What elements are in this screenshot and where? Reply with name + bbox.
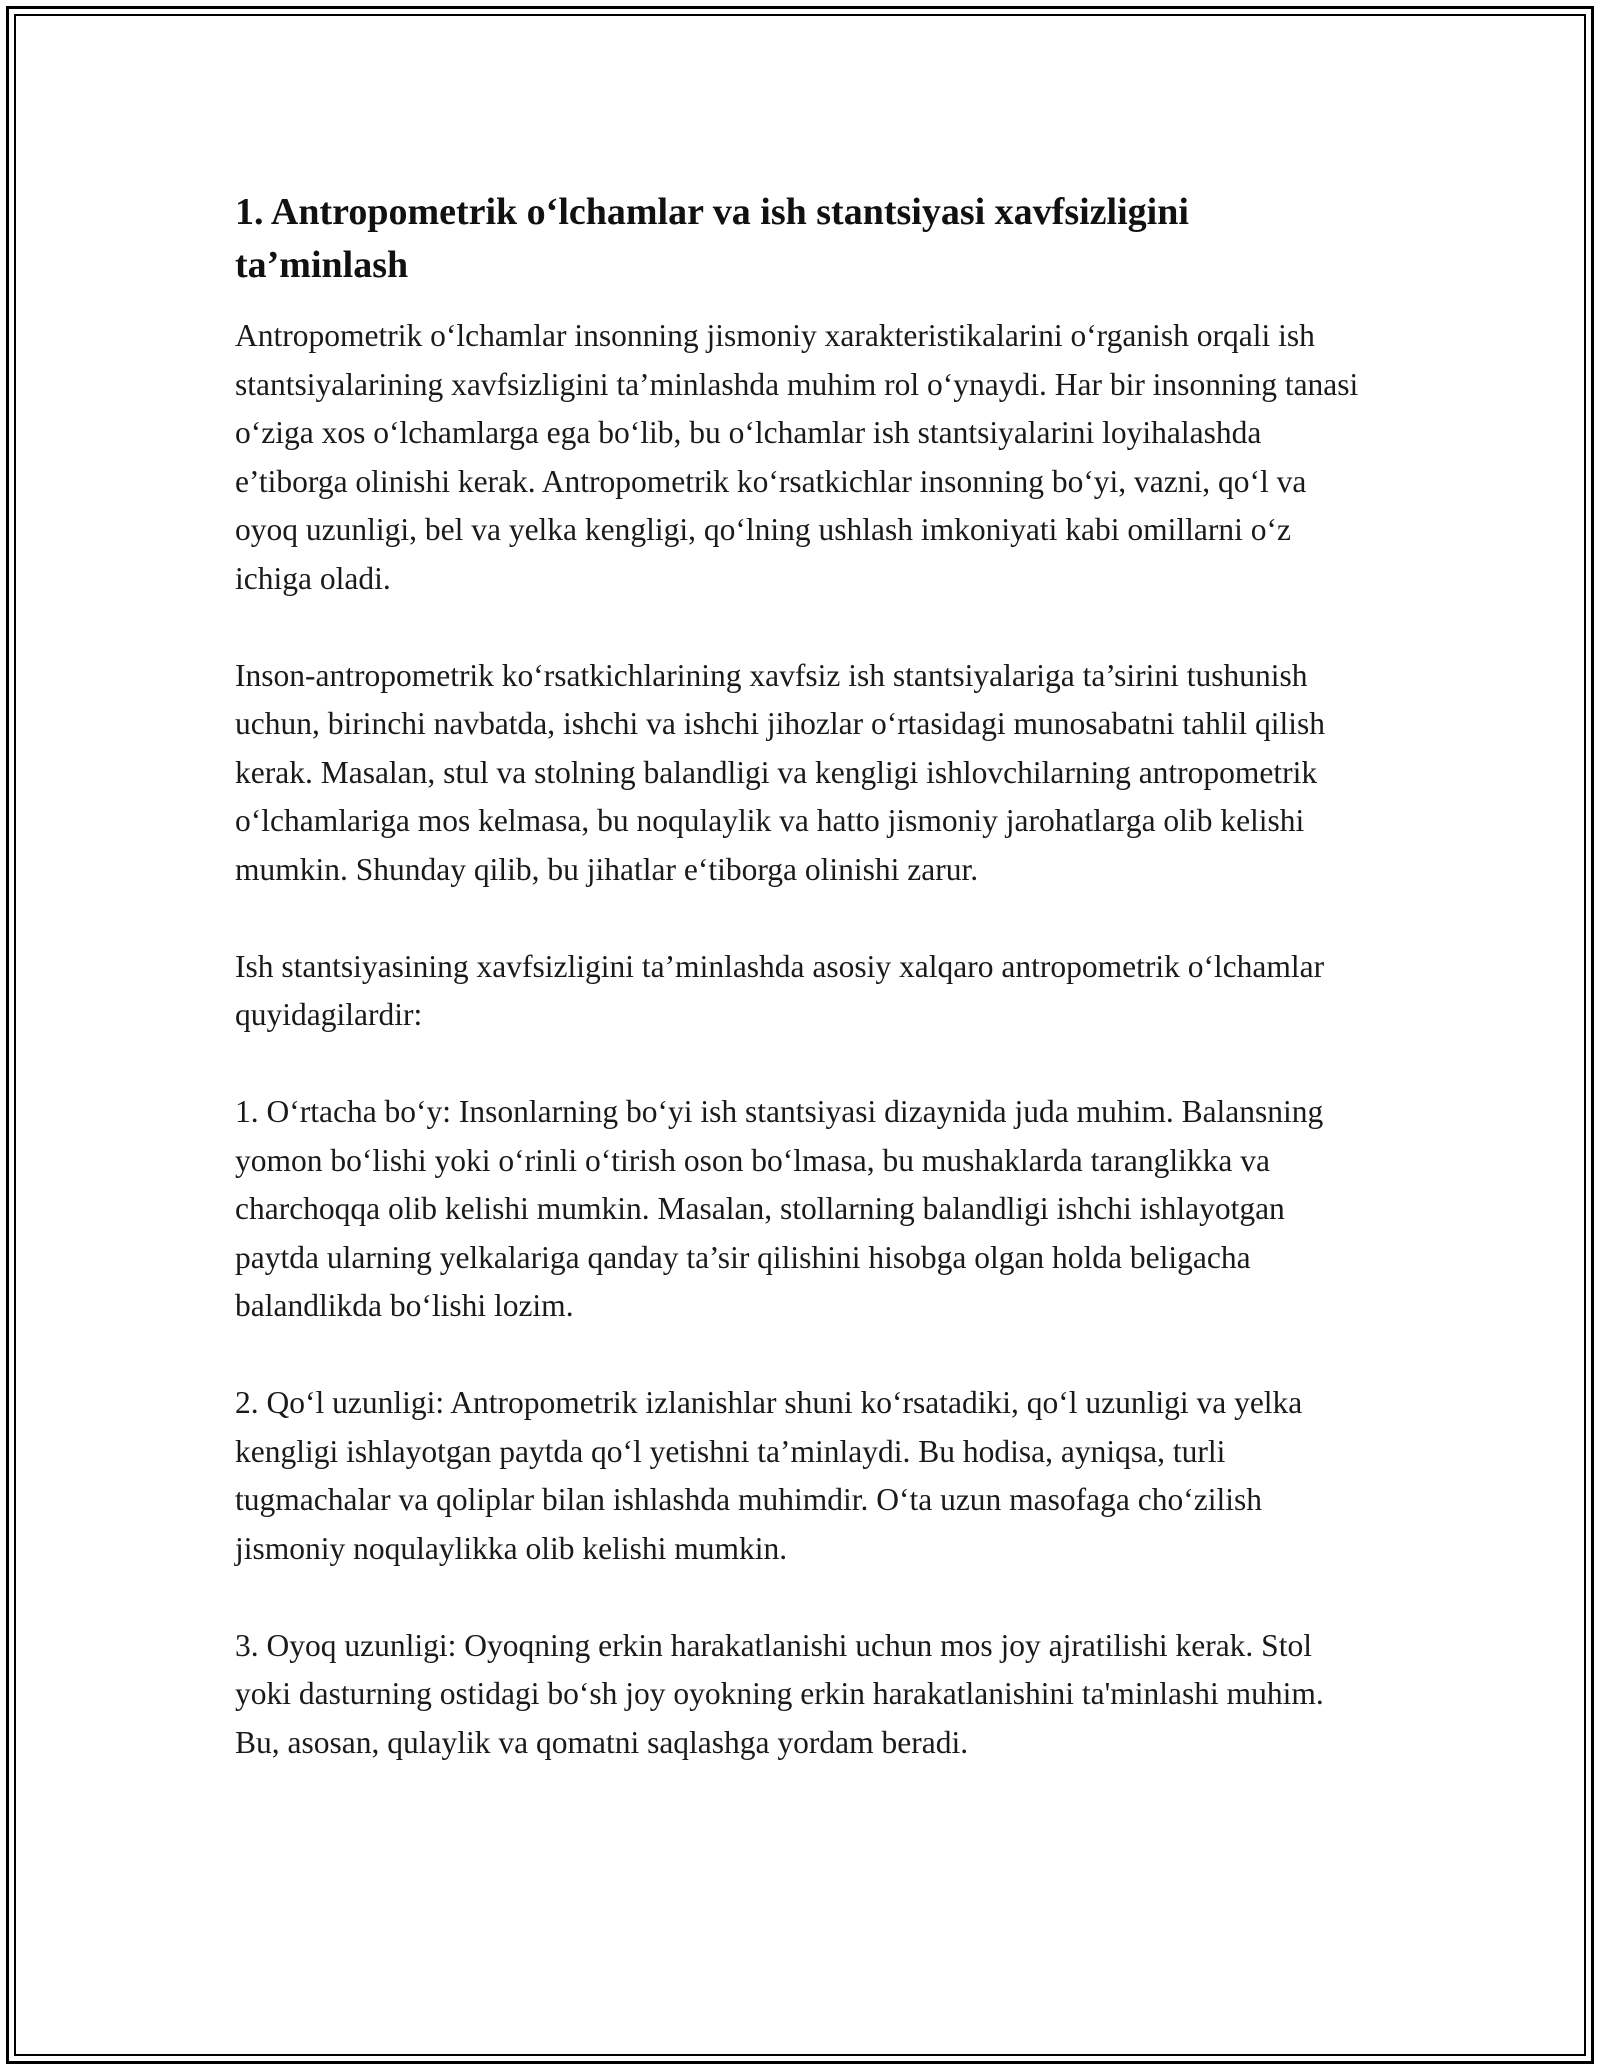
document-body (235, 186, 1365, 1816)
list-item-arm-length: 2. Qo‘l uzunligi: Antropometrik izlanishlar shuni ko‘rsatadiki, qo‘l uzunligi va yelka kengligi ishlayotgan paytda qo‘l yetishni ta’minlaydi. Bu hodisa, ayniqsa, turli tugmachalar va qoliplar bilan ishlashda muhimdir. O‘ta uzun masofaga cho‘zilish jismoniy noqulaylikka olib kelishi mumkin. (235, 1385, 1303, 1566)
paragraph-intro: Antropometrik o‘lchamlar insonning jismoniy xarakteristikalarini o‘rganish orqali ish stantsiyalarining xavfsizligini ta’minlashda muhim rol o‘ynaydi. Har bir insonning tanasi o‘ziga xos o‘lchamlarga ega bo‘lib, bu o‘lchamlar ish stantsiyalarini loyihalashda e’tiborga olinishi kerak. Antropometrik ko‘rsatkichlar insonning bo‘yi, vazni, qo‘l va oyoq uzunligi, bel va yelka kengligi, qo‘lning ushlash imkoniyati kabi omillarni o‘z ichiga oladi. (235, 318, 1359, 596)
paragraph-list-intro: Ish stantsiyasining xavfsizligini ta’minlashda asosiy xalqaro antropometrik o‘lchamlar quyidagilardir: (235, 948, 1325, 1032)
list-item-average-height: 1. O‘rtacha bo‘y: Insonlarning bo‘yi ish stantsiyasi dizaynida juda muhim. Balansning yomon bo‘lishi yoki o‘rinli o‘tirish oson bo‘lmasa, bu mushaklarda taranglikka va charchoqqa olib kelishi mumkin. Masalan, stollarning balandligi ishchi ishlayotgan paytda ularning yelkalariga qanday ta’sir qilishini hisobga olgan holda beligacha balandlikda bo‘lishi lozim. (235, 1094, 1324, 1323)
document-title: 1. Antropometrik o‘lchamlar va ish stantsiyasi xavfsizligini ta’minlash (235, 191, 1189, 286)
paragraph-relationship: Inson-antropometrik ko‘rsatkichlarining xavfsiz ish stantsiyalariga ta’sirini tushunish uchun, birinchi navbatda, ishchi va ishchi jihozlar o‘rtasidagi munosabatni tahlil qilish kerak. Masalan, stul va stolning balandligi va kengligi ishlovchilarning antropometrik o‘lchamlariga mos kelmasa, bu noqulaylik va hatto jismoniy jarohatlarga olib kelishi mumkin. Shunday qilib, bu jihatlar e‘tiborga olinishi zarur. (235, 657, 1326, 887)
list-item-leg-length: 3. Oyoq uzunligi: Oyoqning erkin harakatlanishi uchun mos joy ajratilishi kerak. Stol yoki dasturning ostidagi bo‘sh joy oyokning erkin harakatlanishini ta'minlashi muhim. Bu, asosan, qulaylik va qomatni saqlashga yordam beradi. (235, 1627, 1324, 1760)
